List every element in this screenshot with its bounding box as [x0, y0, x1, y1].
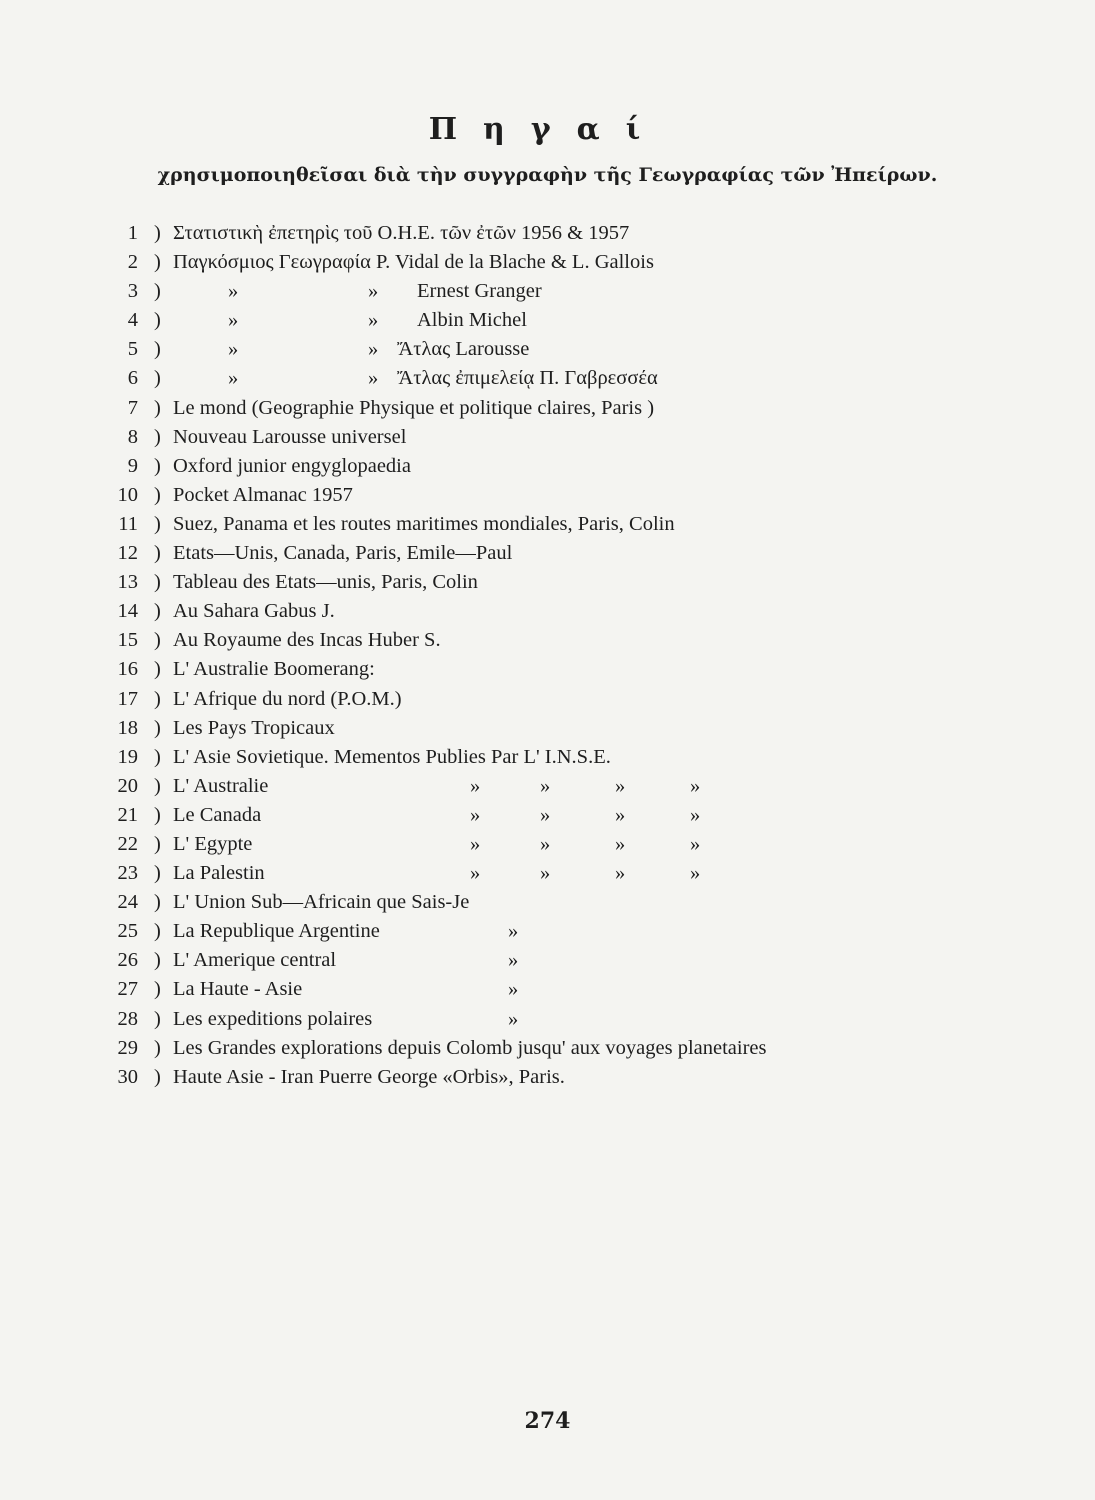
entry-number: 22 [117, 832, 138, 855]
entry-number: 28 [117, 1007, 138, 1030]
entry-text: Παγκόσμιος Γεωγραφία P. Vidal de la Blache & L. Gallois [173, 251, 654, 274]
ditto-mark: » [615, 803, 626, 826]
entry-number: 20 [117, 774, 138, 797]
entry-text: Ἄτλας ἐπιμελείᾳ Π. Γαβρεσσέα [397, 367, 658, 390]
entry-number: 26 [117, 949, 138, 972]
entry-number: 16 [117, 658, 138, 681]
entry-text: Le Canada [173, 803, 262, 826]
list-item: 15 ) Au Royaume des Incas Huber S. [110, 626, 1010, 655]
list-item: 29 ) Les Grandes explorations depuis Colomb jusqu' aux voyages planetaires [110, 1034, 1010, 1063]
entry-text: Albin Michel [417, 309, 527, 332]
ditto-mark: » [368, 280, 379, 303]
entry-text: Les expeditions polaires [173, 1007, 373, 1030]
entry-text: La Republique Argentine [173, 920, 380, 943]
entry-text: Suez, Panama et les routes maritimes mondiales, Paris, Colin [173, 512, 675, 535]
ditto-mark: » [508, 978, 519, 1001]
ditto-mark: » [690, 862, 701, 885]
list-item: 9 ) Oxford junior engyglopaedia [110, 452, 1010, 481]
entry-number: 15 [117, 629, 138, 652]
entry-text: Pocket Almanac 1957 [173, 483, 353, 506]
ditto-mark: » [615, 774, 626, 797]
entry-text: Tableau des Etats—unis, Paris, Colin [173, 571, 478, 594]
entry-number: 4 [127, 309, 138, 332]
page-title: Πηγαί [428, 112, 667, 147]
list-item: 27 ) La Haute - Asie » [110, 975, 1010, 1004]
entry-text: L' Australie Boomerang: [173, 658, 375, 681]
list-item: 11 ) Suez, Panama et les routes maritimes mondiales, Paris, Colin [110, 510, 1010, 539]
ditto-mark: » [540, 803, 551, 826]
list-item: 16 ) L' Australie Boomerang: [110, 655, 1010, 684]
entry-number: 21 [117, 803, 138, 826]
ditto-mark: » [508, 949, 519, 972]
ditto-mark: » [228, 309, 239, 332]
ditto-mark: » [540, 862, 551, 885]
list-item: 17 ) L' Afrique du nord (P.O.M.) [110, 685, 1010, 714]
ditto-mark: » [508, 920, 519, 943]
entry-number: 8 [127, 425, 138, 448]
entry-text: La Palestin [173, 862, 265, 885]
ditto-mark: » [540, 774, 551, 797]
entry-number: 1 [127, 222, 138, 244]
entry-number: 10 [117, 483, 138, 506]
entry-number: 27 [117, 978, 138, 1001]
page-subtitle: χρησιμοποιηθεῖσαι διὰ τὴν συγγραφὴν τῆς Γεωγραφίας τῶν Ἠπείρων. [157, 164, 938, 186]
ditto-mark: » [228, 367, 239, 390]
list-item: 24 ) L' Union Sub—Africain que Sais-Je [110, 888, 1010, 917]
entry-number: 9 [127, 454, 138, 477]
sources-list [110, 219, 1010, 1092]
entry-number: 5 [127, 338, 138, 361]
ditto-mark: » [368, 309, 379, 332]
list-item: 23 ) La Palestin » » » » [110, 859, 1010, 888]
entry-number: 11 [118, 512, 138, 535]
entry-text: L' Afrique du nord (P.O.M.) [173, 687, 402, 710]
entry-number: 3 [127, 280, 138, 303]
list-item: 20 ) L' Australie » » » » [110, 772, 1010, 801]
ditto-mark: » [470, 862, 481, 885]
entry-text: Oxford junior engyglopaedia [173, 454, 411, 477]
ditto-mark: » [508, 1007, 519, 1030]
list-item: 4 ) » » Albin Michel [110, 306, 1010, 335]
entry-text: Au Sahara Gabus J. [173, 600, 335, 623]
entry-number: 19 [117, 745, 138, 768]
ditto-mark: » [690, 774, 701, 797]
entry-number: 12 [117, 542, 138, 565]
entry-text: Le mond (Geographie Physique et politique claires, Paris ) [173, 396, 655, 419]
entry-number: 6 [127, 367, 138, 390]
list-item: 26 ) L' Amerique central » [110, 946, 1010, 975]
list-item: 28 ) Les expeditions polaires » [110, 1005, 1010, 1034]
list-item: 10 ) Pocket Almanac 1957 [110, 481, 1010, 510]
list-item: 7 ) Le mond (Geographie Physique et politique claires, Paris ) [110, 394, 1010, 423]
entry-number: 18 [117, 716, 138, 739]
list-item: 6 ) » » Ἄτλας ἐπιμελείᾳ Π. Γαβρεσσέα [110, 364, 1010, 393]
entry-number: 7 [127, 396, 138, 419]
entry-text: L' Union Sub—Africain que Sais-Je [173, 891, 470, 914]
ditto-mark: » [540, 832, 551, 855]
list-item: 1 ) Στατιστικὴ ἐπετηρὶς τοῦ Ο.Η.Ε. τῶν ἐτῶν 1956 & 1957 [110, 219, 1010, 248]
ditto-mark: » [368, 367, 379, 390]
ditto-mark: » [690, 832, 701, 855]
ditto-mark: » [470, 774, 481, 797]
entry-text: L' Australie [173, 774, 269, 797]
page-number: 274 [524, 1408, 571, 1434]
list-item: 19 ) L' Asie Sovietique. Mementos Publies Par L' I.N.S.E. [110, 743, 1010, 772]
list-item: 14 ) Au Sahara Gabus J. [110, 597, 1010, 626]
entry-number: 23 [117, 862, 138, 885]
list-item: 30 ) Haute Asie - Iran Puerre George «Orbis», Paris. [110, 1063, 1010, 1092]
list-item: 21 ) Le Canada » » » » [110, 801, 1010, 830]
entry-text: L' Egypte [173, 832, 253, 855]
ditto-mark: » [368, 338, 379, 361]
list-item: 8 ) Nouveau Larousse universel [110, 423, 1010, 452]
ditto-mark: » [690, 803, 701, 826]
entry-text: La Haute - Asie [173, 978, 303, 1001]
entry-text: Haute Asie - Iran Puerre George «Orbis», Paris. [173, 1065, 565, 1088]
ditto-mark: » [615, 832, 626, 855]
entry-text: L' Asie Sovietique. Mementos Publies Par L' I.N.S.E. [173, 745, 611, 768]
entry-number: 29 [117, 1036, 138, 1059]
list-item: 3 ) » » Ernest Granger [110, 277, 1010, 306]
entry-text: Στατιστικὴ ἐπετηρὶς τοῦ Ο.Η.Ε. τῶν ἐτῶν 1956 & 1957 [173, 222, 630, 244]
entry-number: 2 [127, 251, 138, 274]
entry-text: Ernest Granger [417, 280, 542, 303]
ditto-mark: » [470, 832, 481, 855]
entry-text: L' Amerique central [173, 949, 337, 972]
ditto-mark: » [470, 803, 481, 826]
list-item: 5 ) » » Ἄτλας Larousse [110, 335, 1010, 364]
list-item: 22 ) L' Egypte » » » » [110, 830, 1010, 859]
entry-text: Les Pays Tropicaux [173, 716, 335, 739]
list-item: 18 ) Les Pays Tropicaux [110, 714, 1010, 743]
entry-number: 25 [117, 920, 138, 943]
entry-number: 24 [117, 891, 138, 914]
entry-text: Au Royaume des Incas Huber S. [173, 629, 441, 652]
entry-text: Nouveau Larousse universel [173, 425, 407, 448]
list-item: 12 ) Etats—Unis, Canada, Paris, Emile—Paul [110, 539, 1010, 568]
list-item: 13 ) Tableau des Etats—unis, Paris, Colin [110, 568, 1010, 597]
entry-number: 13 [117, 571, 138, 594]
entry-text: Ἄτλας Larousse [397, 338, 530, 361]
entry-text: Les Grandes explorations depuis Colomb jusqu' aux voyages planetaires [173, 1036, 767, 1059]
entry-number: 30 [117, 1065, 138, 1088]
list-item: 2 ) Παγκόσμιος Γεωγραφία P. Vidal de la Blache & L. Gallois [110, 248, 1010, 277]
entry-number: 14 [117, 600, 138, 623]
ditto-mark: » [228, 280, 239, 303]
list-item: 25 ) La Republique Argentine » [110, 917, 1010, 946]
ditto-mark: » [615, 862, 626, 885]
ditto-mark: » [228, 338, 239, 361]
entry-number: 17 [117, 687, 138, 710]
entry-text: Etats—Unis, Canada, Paris, Emile—Paul [173, 542, 513, 565]
